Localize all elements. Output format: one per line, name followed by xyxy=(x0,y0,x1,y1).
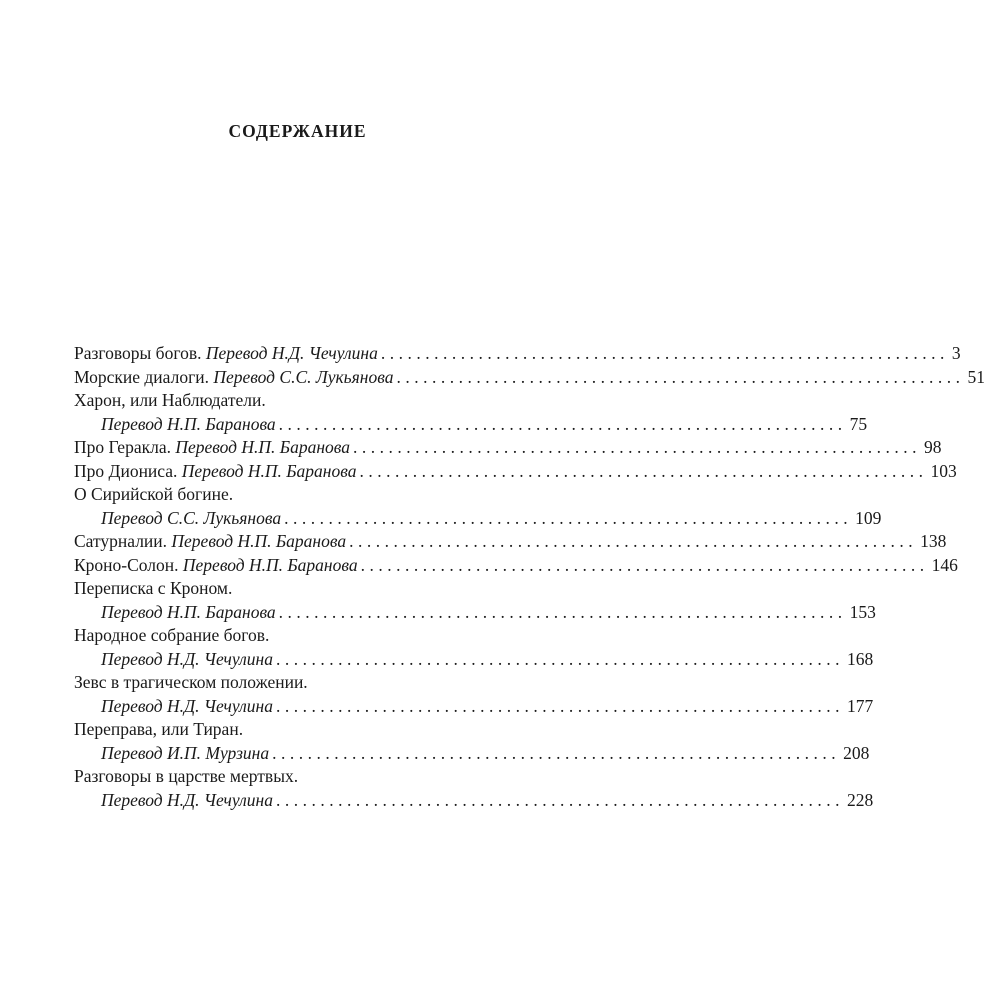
toc-entry-translator: Перевод Н.П. Баранова xyxy=(181,460,357,481)
toc-entry-translator: Перевод С.С. Лукьянова xyxy=(213,366,394,387)
dot-leader: ................................................................ xyxy=(396,366,965,387)
toc-entry-title: Разговоры в царстве мертвых. xyxy=(74,766,299,786)
dot-leader: ................................................................ xyxy=(353,437,922,457)
dot-leader: ................................................................ xyxy=(278,601,847,622)
toc-entry-translator: Перевод Н.П. Баранова xyxy=(101,413,276,434)
dot-leader: ................................................................ xyxy=(272,742,841,763)
toc-entry-page: 75 xyxy=(849,413,868,434)
toc-entry-translator-line xyxy=(74,742,870,766)
toc-entry-title-line xyxy=(74,624,517,648)
toc-entry-title-line xyxy=(74,483,517,507)
toc-entry-translator-line xyxy=(74,601,876,625)
toc-entry-title: Про Диониса. xyxy=(74,460,178,481)
toc-entry-translator: Перевод Н.П. Баранова xyxy=(101,601,276,622)
toc-entry xyxy=(74,530,947,554)
toc-entry-translator-line xyxy=(74,413,868,437)
toc-entry xyxy=(74,554,958,578)
toc-entry-page: 228 xyxy=(846,789,874,810)
dot-leader: ................................................................ xyxy=(275,648,844,669)
toc-entry-title: Переправа, или Тиран. xyxy=(74,719,244,739)
toc-entry-translator-line xyxy=(74,789,874,813)
dot-leader: ................................................................ xyxy=(275,789,844,810)
toc-entry-title: Харон, или Наблюдатели. xyxy=(74,390,266,410)
toc-entry-title: О Сирийской богине. xyxy=(74,484,234,504)
toc-entry-title: Разговоры богов. xyxy=(74,343,202,363)
toc-entry-translator: Перевод Н.Д. Чечулина xyxy=(101,648,273,669)
toc-entry-title-line xyxy=(74,718,517,742)
toc-entry-translator-line xyxy=(74,648,874,672)
toc-entry-translator: Перевод Н.Д. Чечулина xyxy=(205,343,378,363)
toc-entry-translator: Перевод С.С. Лукьянова xyxy=(101,507,282,528)
toc-entry-title: Народное собрание богов. xyxy=(74,625,270,645)
toc-entry-page: 177 xyxy=(846,695,874,716)
toc-entry-title: Сатурналии. xyxy=(74,531,168,551)
dot-leader: ................................................................ xyxy=(284,507,853,528)
toc-entry-translator: Перевод Н.П. Баранова xyxy=(171,531,347,551)
toc-entry-title: Кроно-Солон. xyxy=(74,554,179,575)
toc-entry-translator: Перевод Н.П. Баранова xyxy=(182,554,358,575)
toc-entry xyxy=(74,436,942,460)
toc-entry-title: Про Геракла. xyxy=(74,437,171,457)
toc-entry-translator-line xyxy=(74,695,874,719)
toc-entry-page: 208 xyxy=(843,742,870,763)
page-title: СОДЕРЖАНИЕ xyxy=(228,121,367,141)
dot-leader: ................................................................ xyxy=(349,531,918,551)
toc-entry xyxy=(74,460,957,484)
toc-entry-page: 138 xyxy=(920,531,947,551)
toc-entry-translator: Перевод Н.Д. Чечулина xyxy=(101,789,273,810)
toc-entry-page: 3 xyxy=(951,343,961,363)
toc-entry-page: 168 xyxy=(846,648,874,669)
toc-entry-page: 103 xyxy=(930,460,957,481)
toc-entry-translator: Перевод И.П. Мурзина xyxy=(101,742,270,763)
toc-entry-page: 153 xyxy=(849,601,876,622)
toc-entry-page: 51 xyxy=(967,366,985,387)
toc-entry-title: Зевс в трагическом положении. xyxy=(74,672,308,692)
toc-entry-title-line xyxy=(74,577,517,601)
toc-entry-title-line xyxy=(74,765,517,789)
toc-entry-page: 146 xyxy=(931,554,958,575)
dot-leader: ................................................................ xyxy=(380,343,949,363)
dot-leader: ................................................................ xyxy=(360,554,929,575)
toc-entry-title: Морские диалоги. xyxy=(74,366,209,387)
toc-entry xyxy=(74,366,985,390)
toc-entry-title: Переписка с Кроном. xyxy=(74,578,233,598)
toc-entry-title-line xyxy=(74,671,517,695)
table-of-contents xyxy=(74,342,985,812)
toc-entry-translator: Перевод Н.П. Баранова xyxy=(175,437,351,457)
toc-entry xyxy=(74,342,961,366)
toc-entry-title-line xyxy=(74,389,517,413)
dot-leader: ................................................................ xyxy=(359,460,928,481)
toc-entry-page: 109 xyxy=(855,507,882,528)
dot-leader: ................................................................ xyxy=(275,695,844,716)
toc-entry-translator: Перевод Н.Д. Чечулина xyxy=(101,695,273,716)
dot-leader: ................................................................ xyxy=(278,413,847,434)
toc-entry-page: 98 xyxy=(924,437,942,457)
toc-entry-translator-line xyxy=(74,507,882,531)
